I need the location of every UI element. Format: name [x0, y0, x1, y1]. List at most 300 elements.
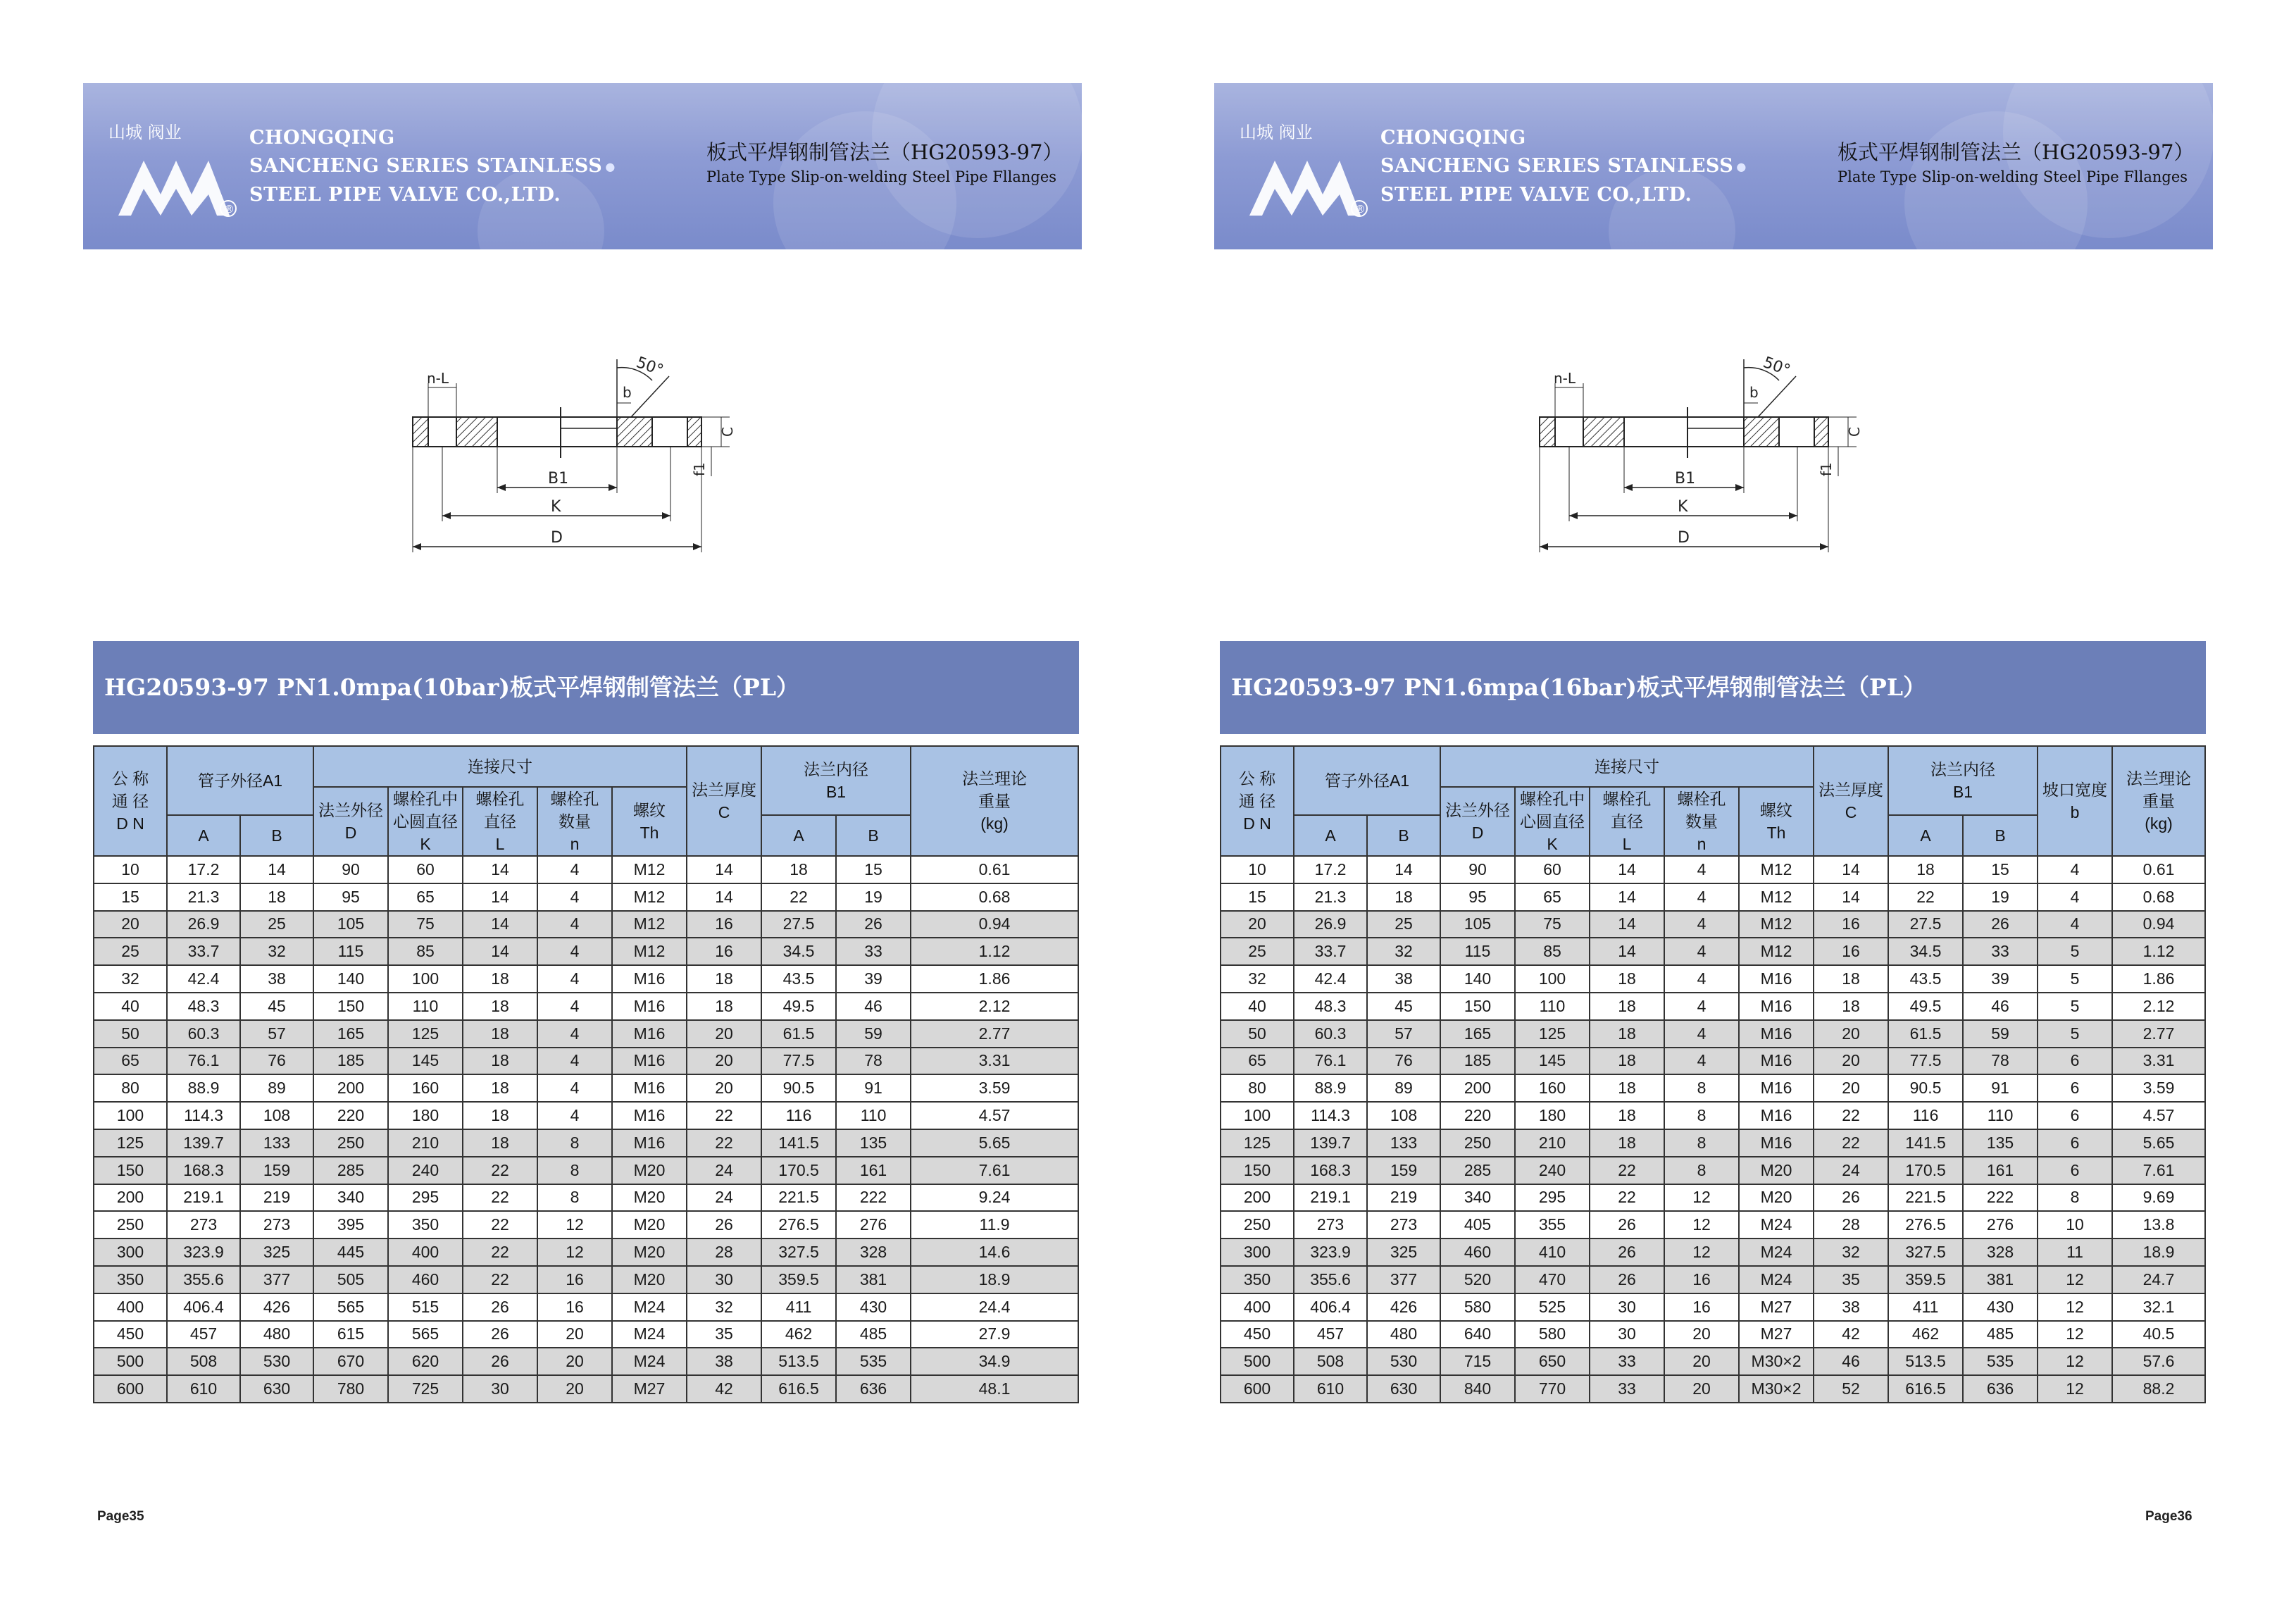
- table-cell: 12: [537, 1211, 612, 1239]
- table-cell: 18: [463, 1048, 537, 1075]
- table-cell: 219: [240, 1184, 313, 1212]
- table-cell: 18: [463, 1074, 537, 1102]
- table-cell: 150: [1221, 1157, 1294, 1184]
- table-row: [94, 856, 1078, 883]
- table-cell: 5.65: [2112, 1129, 2205, 1157]
- table-cell: 61.5: [761, 1020, 836, 1048]
- table-cell: 26: [1963, 911, 2038, 938]
- table-cell: 4.57: [2112, 1102, 2205, 1129]
- table-cell: 32: [1221, 965, 1294, 993]
- table-cell: 18: [463, 965, 537, 993]
- table-cell: 15: [836, 856, 911, 883]
- table-cell: 8: [537, 1157, 612, 1184]
- table-cell: 5: [2038, 993, 2112, 1020]
- table-cell: 530: [1367, 1348, 1440, 1375]
- table-cell: M16: [612, 965, 687, 993]
- table-cell: M27: [612, 1375, 687, 1403]
- table-cell: 90: [1440, 856, 1515, 883]
- table-cell: 18: [761, 856, 836, 883]
- table-cell: 26: [1590, 1239, 1664, 1266]
- table-row: [1221, 1074, 2205, 1102]
- table-cell: 110: [388, 993, 463, 1020]
- k-label: K: [1678, 498, 1688, 516]
- table-cell: 24: [687, 1184, 761, 1212]
- table-cell: 20: [1814, 1074, 1888, 1102]
- table-cell: 133: [240, 1129, 313, 1157]
- table-cell: 355.6: [167, 1266, 240, 1293]
- table-cell: 22: [1590, 1157, 1664, 1184]
- table-cell: 273: [167, 1211, 240, 1239]
- table-cell: 15: [1963, 856, 2038, 883]
- table-cell: 6: [2038, 1102, 2112, 1129]
- table-cell: 140: [313, 965, 388, 993]
- table-cell: 49.5: [1888, 993, 1963, 1020]
- table-cell: 565: [388, 1321, 463, 1348]
- table-cell: 22: [687, 1102, 761, 1129]
- table-cell: 12: [2038, 1293, 2112, 1321]
- table-cell: 22: [463, 1266, 537, 1293]
- table-cell: M12: [612, 856, 687, 883]
- c-label: C: [719, 427, 736, 437]
- table-cell: 5: [2038, 938, 2112, 965]
- company-line3: STEEL PIPE VALVE CO.,LTD.: [1380, 183, 1692, 206]
- table-cell: 160: [388, 1074, 463, 1102]
- table-cell: 450: [94, 1321, 167, 1348]
- table-cell: 770: [1515, 1375, 1590, 1403]
- table-cell: 630: [240, 1375, 313, 1403]
- page-number: Page35: [97, 1509, 144, 1524]
- table-cell: 16: [1814, 911, 1888, 938]
- table-cell: 276.5: [1888, 1211, 1963, 1239]
- table-cell: 18: [463, 993, 537, 1020]
- table-cell: 3.59: [2112, 1074, 2205, 1102]
- table-cell: 20: [687, 1048, 761, 1075]
- table-cell: 33: [1590, 1348, 1664, 1375]
- page-right: [1148, 0, 2296, 1614]
- table-cell: 27.9: [911, 1321, 1078, 1348]
- k-label: K: [551, 498, 561, 516]
- table-row: [1221, 1321, 2205, 1348]
- table-cell: 100: [388, 965, 463, 993]
- table-cell: 20: [537, 1321, 612, 1348]
- table-cell: 90.5: [761, 1074, 836, 1102]
- table-cell: 525: [1515, 1293, 1590, 1321]
- table-cell: 359.5: [1888, 1266, 1963, 1293]
- table-cell: 4: [537, 993, 612, 1020]
- table-cell: 125: [1515, 1020, 1590, 1048]
- table-cell: 14.6: [911, 1239, 1078, 1266]
- table-cell: 250: [313, 1129, 388, 1157]
- table-cell: 20: [1664, 1321, 1739, 1348]
- table-cell: 38: [1814, 1293, 1888, 1321]
- table-cell: M16: [612, 993, 687, 1020]
- table-cell: 295: [1515, 1184, 1590, 1212]
- nl-label: n-L: [427, 370, 449, 387]
- table-cell: 95: [313, 883, 388, 911]
- table-cell: 500: [1221, 1348, 1294, 1375]
- table-cell: 530: [240, 1348, 313, 1375]
- table-cell: 7.61: [2112, 1157, 2205, 1184]
- table-cell: 400: [388, 1239, 463, 1266]
- table-cell: 91: [1963, 1074, 2038, 1102]
- table-cell: 395: [313, 1211, 388, 1239]
- table-row: [94, 1157, 1078, 1184]
- table-cell: 8: [2038, 1184, 2112, 1212]
- b1-label: B1: [1675, 470, 1696, 488]
- table-cell: 381: [1963, 1266, 2038, 1293]
- table-cell: 116: [1888, 1102, 1963, 1129]
- table-cell: 5: [2038, 1020, 2112, 1048]
- table-cell: 14: [1590, 911, 1664, 938]
- table-cell: 60.3: [1294, 1020, 1367, 1048]
- company-logo: [1235, 118, 1369, 224]
- table-cell: 115: [313, 938, 388, 965]
- table-cell: 30: [687, 1266, 761, 1293]
- table-cell: 40: [94, 993, 167, 1020]
- table-cell: M24: [612, 1348, 687, 1375]
- product-title: [1838, 138, 2194, 187]
- table-cell: 327.5: [761, 1239, 836, 1266]
- col-weight: 法兰理论 重量 (kg): [2112, 746, 2205, 856]
- table-cell: 14: [1814, 883, 1888, 911]
- table-cell: 18: [1590, 1102, 1664, 1129]
- table-cell: 430: [836, 1293, 911, 1321]
- table-cell: 616.5: [761, 1375, 836, 1403]
- table-row: [94, 883, 1078, 911]
- table-cell: 145: [388, 1048, 463, 1075]
- table-cell: 22: [463, 1211, 537, 1239]
- table-cell: 18: [1590, 993, 1664, 1020]
- table-cell: 350: [1221, 1266, 1294, 1293]
- table-cell: 48.1: [911, 1375, 1078, 1403]
- table-cell: 33.7: [167, 938, 240, 965]
- table-cell: 276.5: [761, 1211, 836, 1239]
- table-cell: 49.5: [761, 993, 836, 1020]
- table-cell: 125: [1221, 1129, 1294, 1157]
- table-cell: 0.68: [2112, 883, 2205, 911]
- table-cell: 57: [1367, 1020, 1440, 1048]
- table-cell: 580: [1440, 1293, 1515, 1321]
- table-cell: 160: [1515, 1074, 1590, 1102]
- company-line1: CHONGQING: [1380, 127, 1526, 149]
- table-row: [94, 993, 1078, 1020]
- table-cell: 30: [463, 1375, 537, 1403]
- table-cell: 411: [1888, 1293, 1963, 1321]
- table-cell: 33: [1963, 938, 2038, 965]
- table-cell: 4: [1664, 856, 1739, 883]
- table-cell: 85: [388, 938, 463, 965]
- table-cell: 24.7: [2112, 1266, 2205, 1293]
- table-cell: 22: [1590, 1184, 1664, 1212]
- table-cell: 725: [388, 1375, 463, 1403]
- table-cell: 18: [687, 993, 761, 1020]
- table-cell: 88.2: [2112, 1375, 2205, 1403]
- table-cell: 485: [836, 1321, 911, 1348]
- table-cell: 0.61: [2112, 856, 2205, 883]
- table-cell: 26: [1590, 1211, 1664, 1239]
- table-cell: 42: [1814, 1321, 1888, 1348]
- col-pipe-a: A: [1294, 815, 1367, 856]
- table-cell: 42.4: [1294, 965, 1367, 993]
- table-row: [94, 1020, 1078, 1048]
- table-row: [1221, 856, 2205, 883]
- table-cell: 295: [388, 1184, 463, 1212]
- table-cell: 45: [1367, 993, 1440, 1020]
- table-cell: 18.9: [911, 1266, 1078, 1293]
- table-cell: 22: [1814, 1129, 1888, 1157]
- table-cell: 18: [463, 1102, 537, 1129]
- table-cell: 76: [240, 1048, 313, 1075]
- table-cell: 8: [1664, 1157, 1739, 1184]
- col-pipe-a: A: [167, 815, 240, 856]
- product-title: [706, 138, 1063, 187]
- table-cell: 285: [1440, 1157, 1515, 1184]
- table-cell: 220: [1440, 1102, 1515, 1129]
- table-cell: 400: [1221, 1293, 1294, 1321]
- table-cell: 141.5: [761, 1129, 836, 1157]
- table-cell: 80: [94, 1074, 167, 1102]
- table-cell: 300: [94, 1239, 167, 1266]
- c-label: C: [1846, 427, 1863, 437]
- table-row: [94, 1348, 1078, 1375]
- nl-label: n-L: [1554, 370, 1576, 387]
- table-row: [94, 1211, 1078, 1239]
- table-cell: M12: [1739, 883, 1814, 911]
- table-cell: 16: [1664, 1266, 1739, 1293]
- table-cell: 20: [1664, 1375, 1739, 1403]
- svg-text:®: ®: [224, 203, 235, 216]
- table-cell: 2.12: [2112, 993, 2205, 1020]
- table-cell: 485: [1963, 1321, 2038, 1348]
- table-cell: 200: [313, 1074, 388, 1102]
- table-cell: 10: [1221, 856, 1294, 883]
- header-banner: [1214, 83, 2213, 249]
- table-cell: 16: [537, 1293, 612, 1321]
- table-cell: 57: [240, 1020, 313, 1048]
- table-cell: 165: [1440, 1020, 1515, 1048]
- table-cell: 4: [537, 856, 612, 883]
- bevel-label: b: [623, 384, 632, 401]
- table-cell: M20: [612, 1239, 687, 1266]
- table-cell: 115: [1440, 938, 1515, 965]
- logo-text: 山城 阀业: [108, 123, 182, 142]
- bevel-label: b: [1749, 384, 1759, 401]
- table-cell: 110: [1515, 993, 1590, 1020]
- table-row: [1221, 993, 2205, 1020]
- table-row: [1221, 938, 2205, 965]
- table-cell: 65: [1515, 883, 1590, 911]
- table-cell: 22: [687, 1129, 761, 1157]
- table-cell: 38: [687, 1348, 761, 1375]
- col-pipe-od: 管子外径A1: [167, 746, 313, 815]
- table-cell: 14: [687, 883, 761, 911]
- table-cell: M12: [612, 883, 687, 911]
- product-title-en: Plate Type Slip-on-welding Steel Pipe Fllanges: [1838, 168, 2188, 185]
- table-cell: 140: [1440, 965, 1515, 993]
- table-cell: 42.4: [167, 965, 240, 993]
- company-name: CHONGQING SANCHENG SERIES STAINLESS ● STEEL PIPE VALVE CO.,LTD.: [249, 124, 616, 209]
- table-cell: 670: [313, 1348, 388, 1375]
- table-cell: 18.9: [2112, 1239, 2205, 1266]
- table-cell: 110: [836, 1102, 911, 1129]
- table-cell: 630: [1367, 1375, 1440, 1403]
- table-cell: 400: [94, 1293, 167, 1321]
- table-cell: 60: [1515, 856, 1590, 883]
- table-cell: 20: [537, 1375, 612, 1403]
- table-cell: 4: [537, 1102, 612, 1129]
- table-cell: 105: [313, 911, 388, 938]
- table-row: [94, 1239, 1078, 1266]
- col-flange-od: 法兰外径 D: [1440, 787, 1515, 856]
- table-cell: 4: [1664, 938, 1739, 965]
- table-cell: 150: [94, 1157, 167, 1184]
- col-inner-b: B: [836, 815, 911, 856]
- table-cell: 273: [1367, 1211, 1440, 1239]
- table-cell: 4: [2038, 883, 2112, 911]
- table-cell: 34.5: [1888, 938, 1963, 965]
- table-cell: 0.94: [2112, 911, 2205, 938]
- table-cell: 520: [1440, 1266, 1515, 1293]
- col-inner-dia: 法兰内径 B1: [1888, 746, 2038, 815]
- table-row: [94, 1293, 1078, 1321]
- table-cell: 340: [1440, 1184, 1515, 1212]
- table-cell: 76.1: [1294, 1048, 1367, 1075]
- table-cell: 48.3: [167, 993, 240, 1020]
- section-title: HG20593-97 PN1.0mpa(10bar)板式平焊钢制管法兰（PL）: [93, 641, 1079, 734]
- table-cell: 4: [537, 911, 612, 938]
- table-cell: 4: [1664, 1048, 1739, 1075]
- table-cell: 24.4: [911, 1293, 1078, 1321]
- table-cell: 18: [463, 1020, 537, 1048]
- table-cell: 45: [240, 993, 313, 1020]
- table-cell: 100: [94, 1102, 167, 1129]
- col-dn: 公 称 通 径 D N: [94, 746, 167, 856]
- table-cell: 95: [1440, 883, 1515, 911]
- table-cell: 4: [537, 1074, 612, 1102]
- table-cell: 39: [836, 965, 911, 993]
- col-pipe-b: B: [240, 815, 313, 856]
- company-name: CHONGQING SANCHENG SERIES STAINLESS ● STEEL PIPE VALVE CO.,LTD.: [1380, 124, 1747, 209]
- table-cell: 18: [240, 883, 313, 911]
- table-cell: 328: [836, 1239, 911, 1266]
- table-cell: 14: [463, 883, 537, 911]
- table-row: [1221, 883, 2205, 911]
- table-cell: 14: [1590, 856, 1664, 883]
- table-cell: 240: [388, 1157, 463, 1184]
- table-cell: 240: [1515, 1157, 1590, 1184]
- table-row: [1221, 1102, 2205, 1129]
- table-row: [1221, 1157, 2205, 1184]
- table-cell: 26: [687, 1211, 761, 1239]
- table-cell: 30: [1590, 1293, 1664, 1321]
- table-cell: 100: [1515, 965, 1590, 993]
- table-cell: M30×2: [1739, 1375, 1814, 1403]
- table-cell: 100: [1221, 1102, 1294, 1129]
- table-cell: 6: [2038, 1129, 2112, 1157]
- table-cell: 16: [537, 1266, 612, 1293]
- table-cell: 0.68: [911, 883, 1078, 911]
- table-cell: 89: [240, 1074, 313, 1102]
- table-cell: 76.1: [167, 1048, 240, 1075]
- table-cell: 4: [537, 883, 612, 911]
- table-cell: 159: [240, 1157, 313, 1184]
- table-cell: M12: [612, 911, 687, 938]
- table-cell: 135: [836, 1129, 911, 1157]
- table-cell: 18: [1590, 965, 1664, 993]
- table-cell: 600: [1221, 1375, 1294, 1403]
- table-row: [1221, 1184, 2205, 1212]
- table-cell: 18: [1814, 965, 1888, 993]
- table-cell: 220: [313, 1102, 388, 1129]
- table-cell: 20: [537, 1348, 612, 1375]
- table-cell: 14: [463, 938, 537, 965]
- col-bolt-circle: 螺栓孔中 心圆直径 K: [388, 787, 463, 856]
- table-cell: 0.94: [911, 911, 1078, 938]
- table-cell: 327.5: [1888, 1239, 1963, 1266]
- table-cell: 114.3: [167, 1102, 240, 1129]
- table-cell: 35: [687, 1321, 761, 1348]
- table-cell: M16: [612, 1074, 687, 1102]
- table-cell: 88.9: [1294, 1074, 1367, 1102]
- col-inner-dia: 法兰内径 B1: [761, 746, 911, 815]
- table-cell: M20: [612, 1184, 687, 1212]
- table-cell: 3.59: [911, 1074, 1078, 1102]
- table-cell: 616.5: [1888, 1375, 1963, 1403]
- col-connect: 连接尺寸: [1440, 746, 1814, 787]
- table-cell: 14: [687, 856, 761, 883]
- table-cell: 210: [1515, 1129, 1590, 1157]
- table-cell: 9.69: [2112, 1184, 2205, 1212]
- table-cell: 26: [463, 1293, 537, 1321]
- table-cell: M24: [1739, 1266, 1814, 1293]
- table-cell: 3.31: [2112, 1048, 2205, 1075]
- table-cell: 460: [1440, 1239, 1515, 1266]
- table-cell: 105: [1440, 911, 1515, 938]
- table-cell: 57.6: [2112, 1348, 2205, 1375]
- table-cell: 60.3: [167, 1020, 240, 1048]
- table-cell: 38: [1367, 965, 1440, 993]
- table-cell: 17.2: [167, 856, 240, 883]
- table-cell: 508: [1294, 1348, 1367, 1375]
- table-cell: 377: [240, 1266, 313, 1293]
- table-cell: 4: [2038, 911, 2112, 938]
- table-cell: 75: [388, 911, 463, 938]
- table-cell: 77.5: [761, 1048, 836, 1075]
- table-cell: 17.2: [1294, 856, 1367, 883]
- table-row: [94, 1074, 1078, 1102]
- svg-text:®: ®: [1355, 203, 1366, 216]
- table-cell: 18: [1590, 1129, 1664, 1157]
- table-cell: 77.5: [1888, 1048, 1963, 1075]
- table-cell: 65: [94, 1048, 167, 1075]
- table-cell: 85: [1515, 938, 1590, 965]
- table-row: [94, 1375, 1078, 1403]
- table-cell: 11.9: [911, 1211, 1078, 1239]
- table-cell: 222: [1963, 1184, 2038, 1212]
- table-cell: 250: [94, 1211, 167, 1239]
- table-cell: 580: [1515, 1321, 1590, 1348]
- table-cell: 780: [313, 1375, 388, 1403]
- table-cell: 2.77: [911, 1020, 1078, 1048]
- table-cell: M16: [612, 1020, 687, 1048]
- table-cell: 110: [1963, 1102, 2038, 1129]
- table-cell: 462: [761, 1321, 836, 1348]
- table-cell: 426: [1367, 1293, 1440, 1321]
- table-row: [1221, 1048, 2205, 1075]
- table-cell: M16: [612, 1048, 687, 1075]
- col-pipe-b: B: [1367, 815, 1440, 856]
- table-cell: 426: [240, 1293, 313, 1321]
